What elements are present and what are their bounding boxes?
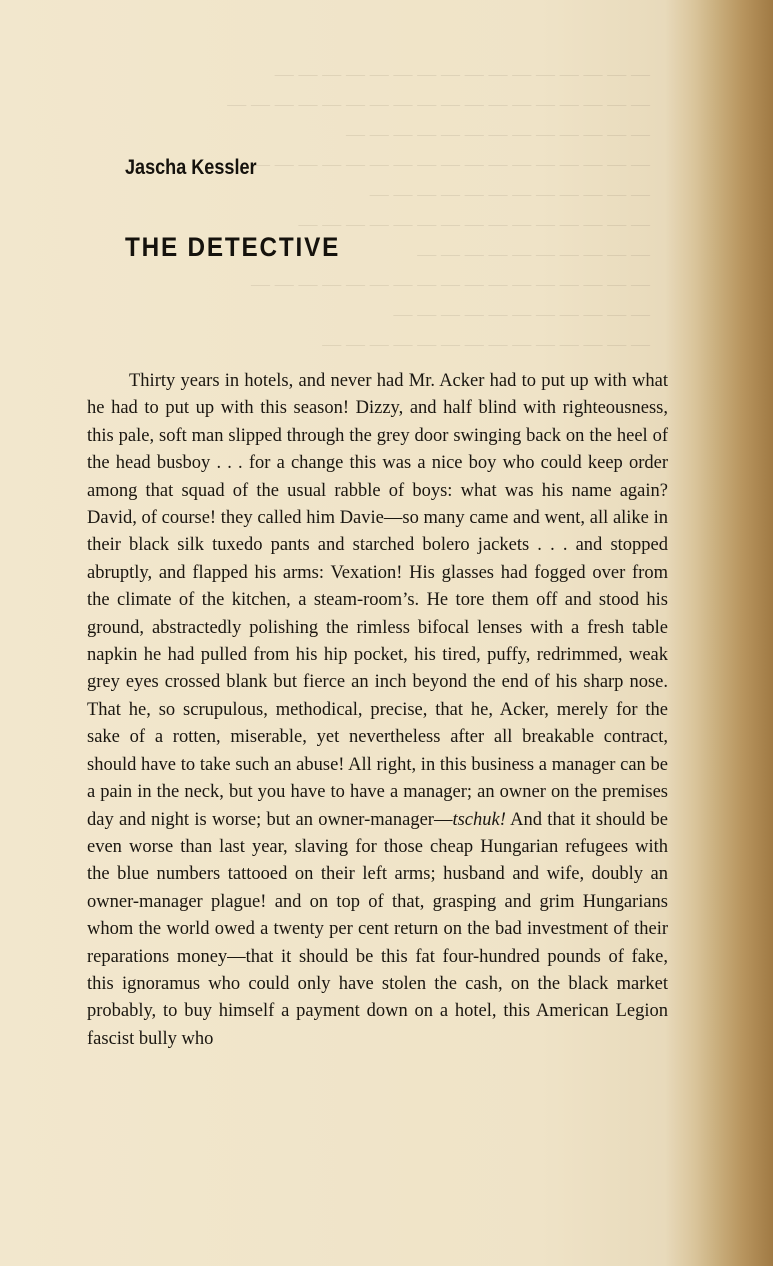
paragraph-text-part-1: Thirty years in hotels, and never had Mr. Acker had to put up with what he had to put up with this season! Dizzy, and half blind with righteousness, this pale, soft man slipped through the grey door swinging back on the heel of the head busboy . . . for a change this was a nice boy who could keep order among that squad of the usual rabble of boys: what was his name again? David, of course! they called him Davie—so many came and went, all alike in their black silk tuxedo pants and starched bolero jackets . . . and stopped abruptly, and flapped his arms: Vexation! His glasses had fogged over from the climate of the kitchen, a steam-room’s. He tore them off and stood his ground, abstractedly polishing the rimless bifocal lenses with a fresh table napkin he had pulled from his hip pocket, his tired, puffy, redrimmed, weak grey eyes crossed blank but fierce an inch beyond the end of his sharp nose. That he, so scrupulous, methodical, precise, that he, Acker, merely for the sake of a rotten, miserable, yet nevertheless after all breakable contract, should have to take such an abuse! All right, in this business a manager can be a pain in the neck, but you have to have a manager; an owner on the premises day and night is worse; but an owner-manager— <box>87 371 668 830</box>
show-through-texture: — — — — — — — — — — — — — — — — — — — — — — — — — — — — — — — — — — — — — — — — — — — — — — — — — — — — — — — — — — — — — — — — — — — — — — — — — — — — — — — — — — — — — — — — — — — — — — — — — — — — — — — — — — — — — — — — — — — — — — — — — — — — — — — — — — — — — — — — — — — — — — — <box>227 64 650 355</box>
story-paragraph <box>87 368 668 1053</box>
story-title: THE DETECTIVE <box>125 232 341 262</box>
paragraph-text-part-2: And that it should be even worse than last year, slaving for those cheap Hungarian refugees with the blue numbers tattooed on their left arms; husband and wife, doubly an owner-manager plague! and on top of that, grasping and grim Hungarians whom the world owed a twenty per cent return on the bad investment of their reparations money—that it should be this fat four-hundred pounds of fake, this ignoramus who could only have stolen the cash, on the black market probably, to buy himself a payment down on a hotel, this American Legion fascist bully who <box>87 809 668 1049</box>
author-name: Jascha Kessler <box>125 156 257 179</box>
paragraph-italic-word: tschuk! <box>452 809 506 830</box>
